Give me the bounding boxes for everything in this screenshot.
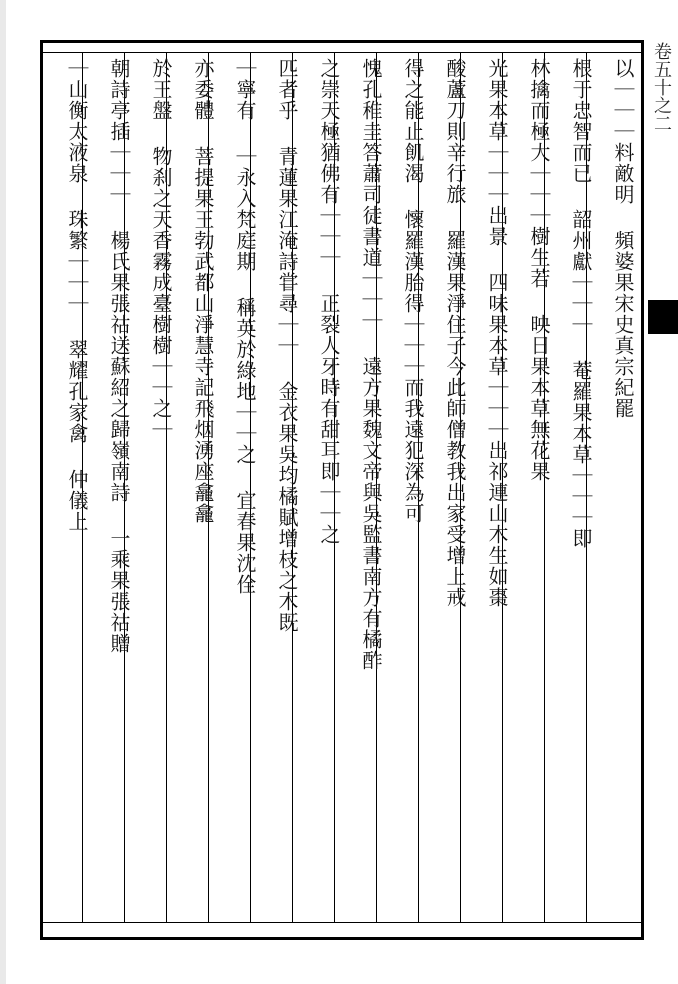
text-column-9: 匹者乎 青蓮果江淹詩甞尋｜｜ 金衣果吳均橘賦增枝之木既 <box>275 58 299 633</box>
text-column-4: 光果本草｜｜｜出景 四味果本草｜｜｜出祁連山木生如棗 <box>485 58 509 608</box>
text-column-7: 愧孔稚圭答蕭司徒書道｜｜｜ 遠方果魏文帝與吳監書南方有橘酢 <box>359 58 383 671</box>
text-column-12: 於王盤 物刹之天香霧成臺樹樹｜｜之｜ <box>149 58 173 440</box>
text-column-11: 亦委體 菩提果王勃武都山淨慧寺記飛烟湧座龕龕 <box>191 58 215 524</box>
text-column-1: 以｜｜｜料敵明 頻婆果宋史真宗紀罷 <box>611 58 635 419</box>
text-column-5: 酸蘆刀則辛行旅 羅漢果淨住子今此師僧教我出家受增上戒 <box>443 58 467 608</box>
text-column-3: 林擒而極大｜｜｜樹生若 映日果本草無花果 <box>527 58 551 482</box>
text-column-14: ｜山衡太液泉 珠繁｜｜｜ 翠耀孔家禽 仲儀上 <box>65 58 89 532</box>
text-column-2: 根于忠智而已 韶州獻｜｜｜ 菴羅果本草｜｜｜即 <box>569 58 593 549</box>
margin-volume-note: 卷五十之二 <box>651 42 672 132</box>
text-column-8: 之崇天極猶佛有｜｜｜ 正裂人牙時有甜耳即｜｜之 <box>317 58 341 545</box>
text-column-6: 得之能止飢渴 懷羅漢胎得｜｜｜而我遠犯深為可 <box>401 58 425 524</box>
border-inner-top <box>40 52 644 53</box>
text-column-13: 朝詩亭插｜｜｜ 楊氏果張祜送蘇紹之歸嶺南詩 一乘果張祜贈 <box>107 58 131 654</box>
fish-tail-mark <box>648 300 678 334</box>
scan-edge <box>0 0 6 984</box>
border-inner-bottom <box>40 922 644 923</box>
text-column-10: ｜寧有 ｜永入梵庭期 稱英於綠地｜｜之 宜春果沈佺 <box>233 58 257 595</box>
